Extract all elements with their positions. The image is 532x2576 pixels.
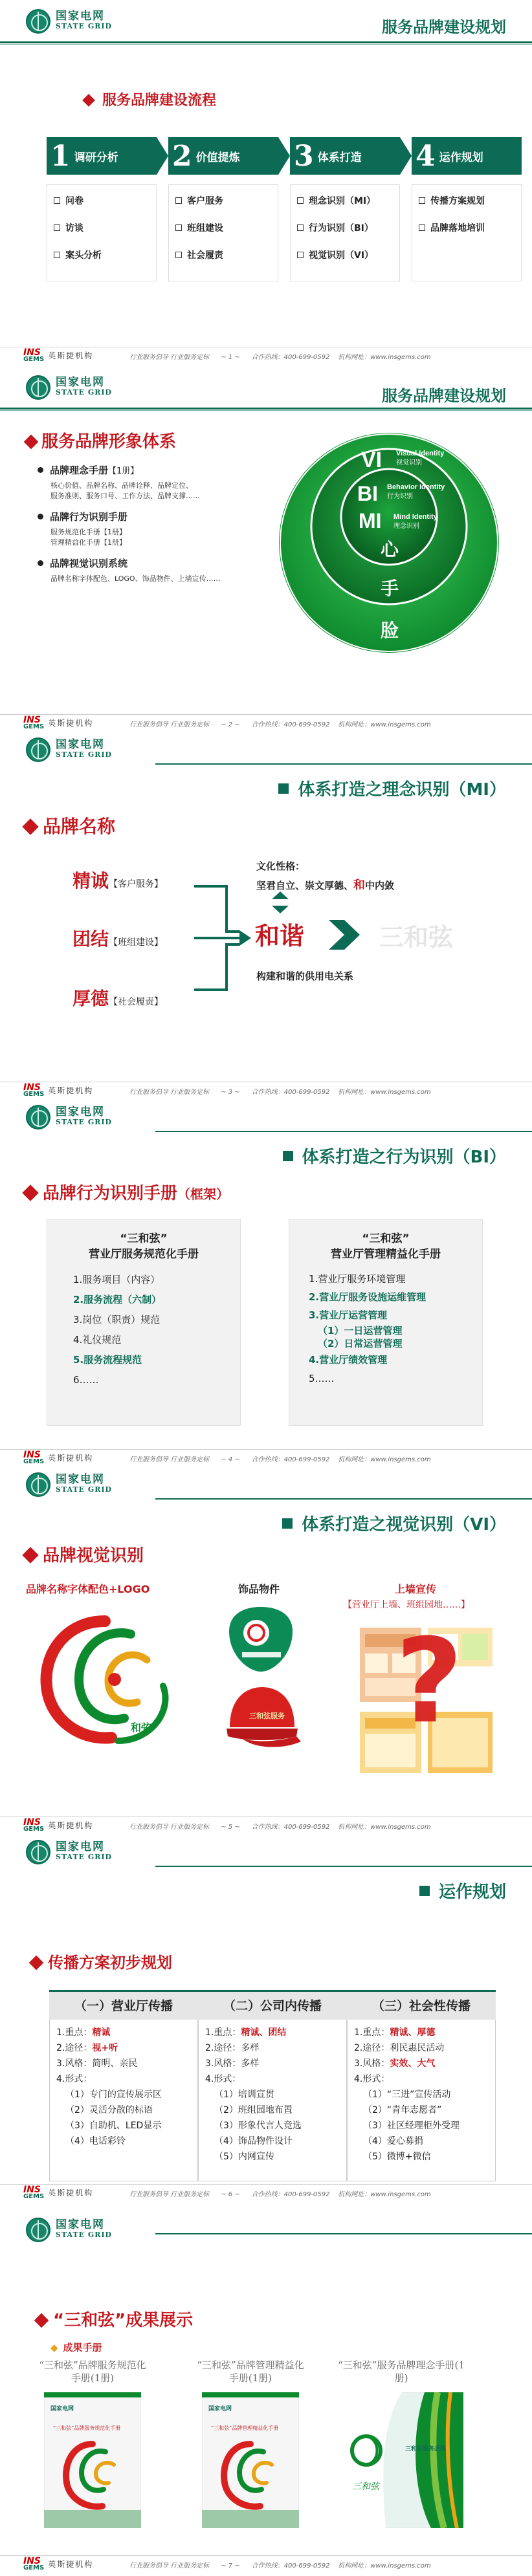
diamond-icon	[22, 1547, 38, 1563]
bullet-group: 品牌理念手册【1册】 核心价值、品牌名称、品牌诠释、品牌定位、 服务准则、服务口号、工作方法、品牌支撑……	[38, 463, 200, 501]
footer-tagline: 行业服务倡导 行业服务定标	[129, 1089, 210, 1096]
bullet-group: 品牌视觉识别系统 品牌名称字体配色、LOGO、饰品物件、上墙宣传……	[38, 556, 221, 584]
svg-text:“三和弦”品牌服务规范化手册: “三和弦”品牌服务规范化手册	[53, 2425, 121, 2431]
brand-en: STATE GRID	[56, 1853, 113, 1861]
svg-text:BI: BI	[357, 482, 378, 505]
svg-text:MI: MI	[359, 509, 382, 532]
list-item: 理念识别（MI）	[297, 194, 393, 207]
ins-logo: INS GEMS	[23, 1817, 45, 1833]
relation-text: 构建和谐的供用电关系	[256, 970, 354, 982]
list-item: （2）日常运营管理	[318, 1338, 403, 1349]
section-title: 品牌视觉识别	[25, 1542, 144, 1566]
diamond-icon	[82, 94, 95, 107]
brand-en: STATE GRID	[56, 2231, 113, 2239]
slide-footer	[0, 1082, 532, 1097]
footer-org: 英斯捷机构	[48, 1454, 94, 1463]
book-item: “三和弦”服务品牌理念手册(1册) 三和弦 三和弦服务品牌	[337, 2359, 466, 2531]
header-title: 运作规划	[419, 1879, 506, 1903]
svg-text:三和弦服务: 三和弦服务	[249, 1712, 285, 1720]
wall-note: 【营业厅上墙、班组园地……】	[343, 1600, 470, 1610]
flow-step: 3 体系打造	[290, 137, 400, 175]
process-flow	[47, 137, 532, 175]
section-title: “三和弦”成果展示	[36, 2307, 193, 2331]
brand-name-item: 团结【班组建设】	[72, 928, 164, 950]
brand-en: STATE GRID	[56, 1485, 113, 1494]
page-number: ~ 6 ~	[221, 2191, 240, 2198]
svg-text:心: 心	[381, 539, 399, 560]
list-item: 4.营业厅绩效管理	[309, 1354, 388, 1366]
list-item: 6……	[73, 1374, 99, 1386]
svg-text:和弦: 和弦	[131, 1721, 152, 1734]
book-item: “三和弦”品牌管理精益化手册(1册) 国家电网 “三和弦”品牌管理精益化手册	[195, 2359, 305, 2531]
globe-icon	[26, 737, 50, 762]
footer-site: 机构网址：www.insgems.com	[338, 1456, 431, 1463]
footer-phone: 合作热线：400-699-0592	[251, 2191, 330, 2198]
brand-en: STATE GRID	[56, 388, 113, 397]
brand-result: 三和弦	[379, 923, 454, 952]
svg-text:“三和弦”品牌管理精益化手册: “三和弦”品牌管理精益化手册	[211, 2425, 279, 2431]
slide-footer	[0, 1817, 532, 1832]
slide-header	[0, 734, 532, 800]
badge-item	[225, 1604, 296, 1675]
list-item: 2.营业厅服务设施运维管理	[309, 1291, 427, 1303]
state-grid-logo	[26, 9, 112, 34]
footer-org: 英斯捷机构	[48, 2560, 94, 2569]
list-item: （1）一日运营管理	[318, 1325, 403, 1337]
list-item: 5.服务流程规范	[73, 1354, 142, 1366]
list-item: 3.岗位（职责）规范	[73, 1314, 161, 1326]
section-title: 服务品牌建设流程	[84, 89, 216, 109]
slide-footer	[0, 347, 532, 362]
brand-cn: 国家电网	[56, 1840, 105, 1853]
square-icon	[419, 1886, 430, 1896]
state-grid-logo	[26, 2218, 112, 2242]
list-item: 行为识别（BI）	[297, 221, 393, 234]
diamond-icon	[34, 2313, 49, 2328]
diamond-icon	[24, 435, 39, 450]
footer-phone: 合作热线：400-699-0592	[251, 721, 330, 728]
globe-icon	[26, 1472, 50, 1497]
plan-column: （一）营业厅传播 1.重点：精诚 2.途径：视+听 3.风格：简明、亲民 4.形式： （1）专门的宣传展示区 （2）灵活分散的标语 （3）自助机、LED显示 （4）电话彩铃	[49, 1990, 198, 2181]
brand-cn: 国家电网	[56, 738, 105, 751]
footer-phone: 合作热线：400-699-0592	[251, 1824, 330, 1831]
list-item: 3.营业厅运营管理	[309, 1309, 388, 1321]
slide-header	[0, 1836, 532, 1902]
svg-text:三和弦服务品牌: 三和弦服务品牌	[405, 2446, 447, 2452]
slide-header	[0, 1468, 532, 1534]
plan-column: （二）公司内传播 1.重点：精诚、团结 2.途径：多样 3.风格：多样 4.形式： （1）培训宣贯 （2）班组园地布置 （3）形象代言人竞选 （4）饰品物件设计 （5）内网宣传	[198, 1990, 347, 2181]
slide-1	[0, 0, 532, 366]
page-number: ~ 1 ~	[221, 354, 240, 361]
svg-text:脸: 脸	[381, 620, 399, 641]
section-title: 传播方案初步规划	[31, 1950, 172, 1972]
book-cover	[44, 2392, 141, 2528]
svg-text:三和弦: 三和弦	[352, 2482, 379, 2492]
state-grid-logo	[26, 375, 112, 400]
svg-text:VI: VI	[361, 448, 382, 472]
footer-org: 英斯捷机构	[48, 351, 94, 360]
arrow-right-icon	[329, 920, 360, 950]
brand-cn: 国家电网	[56, 1473, 105, 1486]
globe-icon	[26, 2218, 50, 2242]
globe-icon	[26, 1840, 50, 1864]
book-cover	[202, 2392, 299, 2528]
cap-item	[220, 1682, 304, 1753]
section-title: 服务品牌形象体系	[26, 428, 176, 452]
page-number: ~ 4 ~	[221, 1456, 240, 1463]
footer-site: 机构网址：www.insgems.com	[338, 721, 431, 728]
slide-header	[0, 0, 532, 40]
list-item: 品牌落地培训	[419, 221, 515, 234]
brand-name-item: 精诚【客户服务】	[72, 870, 164, 891]
double-arrow-icon	[271, 891, 290, 913]
footer-site: 机构网址：www.insgems.com	[338, 1824, 431, 1831]
ins-logo: INS GEMS	[23, 347, 45, 363]
slide-header	[0, 2203, 532, 2243]
section-title: 品牌行为识别手册（框架）	[25, 1180, 229, 1204]
ins-logo: INS GEMS	[23, 1450, 45, 1465]
svg-text:理念识别: 理念识别	[393, 523, 419, 530]
bullet-icon: ◆	[50, 2342, 58, 2353]
ins-logo: INS GEMS	[23, 2185, 45, 2200]
footer-tagline: 行业服务倡导 行业服务定标	[129, 1824, 210, 1831]
slide-6	[0, 1836, 532, 2203]
footer-site: 机构网址：www.insgems.com	[338, 354, 431, 361]
slide-footer	[0, 2184, 532, 2199]
state-grid-logo	[26, 1472, 112, 1497]
page-number: ~ 5 ~	[221, 1824, 240, 1831]
svg-text:手: 手	[381, 578, 399, 599]
list-item: 访谈	[54, 221, 150, 234]
slide-footer	[0, 714, 532, 730]
flow-step: 1 调研分析	[47, 137, 157, 175]
list-item: 案头分析	[54, 248, 150, 261]
svg-text:国家电网: 国家电网	[50, 2406, 74, 2412]
list-item: 1.营业厅服务环境管理	[309, 1273, 406, 1285]
slide-footer	[0, 1449, 532, 1465]
globe-icon	[26, 375, 50, 400]
section-title: 品牌名称	[25, 813, 115, 838]
list-item: 社会履责	[175, 248, 271, 261]
footer-tagline: 行业服务倡导 行业服务定标	[129, 2562, 210, 2570]
svg-text:?: ?	[395, 1615, 463, 1749]
list-item: 问卷	[54, 194, 150, 207]
slide-5	[0, 1468, 532, 1836]
list-item: 5……	[309, 1373, 335, 1384]
brand-en: STATE GRID	[56, 750, 113, 759]
center-concept: 和谐	[255, 922, 305, 950]
culture-text: 坚君自立、崇文厚德、和中内敛	[256, 879, 395, 892]
svg-text:Visual Identity: Visual Identity	[396, 450, 445, 457]
identity-rings	[276, 430, 502, 656]
footer-tagline: 行业服务倡导 行业服务定标	[129, 354, 210, 361]
caption-logo: 品牌名称字体配色+LOGO	[26, 1583, 150, 1595]
diamond-icon	[29, 1956, 44, 1970]
list-item: 客户服务	[175, 194, 271, 207]
book-cover	[340, 2392, 463, 2528]
slide-7	[0, 2203, 532, 2575]
slide-header	[0, 366, 532, 406]
header-title: 体系打造之行为识别（BI）	[283, 1144, 507, 1168]
square-icon	[282, 1518, 293, 1529]
bullet-group: 品牌行为识别手册 服务规范化手册【1册】 管理精益化手册【1册】	[38, 510, 127, 548]
list-item: 2.服务流程（六制）	[73, 1294, 162, 1305]
footer-tagline: 行业服务倡导 行业服务定标	[129, 1456, 210, 1463]
diamond-icon	[22, 1184, 38, 1201]
header-title: 服务品牌建设规划	[382, 387, 506, 405]
brand-cn: 国家电网	[56, 2218, 105, 2231]
footer-tagline: 行业服务倡导 行业服务定标	[129, 721, 210, 728]
footer-phone: 合作热线：400-699-0592	[251, 1089, 330, 1096]
slide-3	[0, 734, 532, 1101]
ins-logo: INS GEMS	[23, 2556, 45, 2571]
svg-text:行为识别: 行为识别	[387, 493, 413, 500]
brand-en: STATE GRID	[56, 22, 113, 30]
culture-label: 文化性格：	[256, 860, 305, 872]
page-number: ~ 2 ~	[221, 721, 240, 728]
footer-org: 英斯捷机构	[48, 719, 94, 728]
header-title: 体系打造之视觉识别（VI）	[282, 1511, 506, 1535]
footer-site: 机构网址：www.insgems.com	[338, 2191, 431, 2198]
square-icon	[278, 783, 289, 794]
footer-tagline: 行业服务倡导 行业服务定标	[129, 2191, 210, 2198]
caption-items: 饰品物件	[238, 1583, 280, 1595]
page-number: ~ 7 ~	[221, 2562, 240, 2570]
brand-cn: 国家电网	[56, 10, 105, 23]
brand-cn: 国家电网	[56, 1106, 105, 1119]
footer-phone: 合作热线：400-699-0592	[251, 2562, 330, 2570]
results-sub: ◆ 成果手册	[50, 2342, 102, 2353]
book-item: “三和弦”品牌服务规范化手册(1册) 国家电网 “三和弦”品牌服务规范化手册	[38, 2359, 148, 2531]
list-item: 班组建设	[175, 221, 271, 234]
flow-step: 2 价值提炼	[168, 137, 278, 175]
state-grid-logo	[26, 1840, 112, 1864]
svg-text:Behavior Identity: Behavior Identity	[387, 483, 445, 491]
svg-text:Mind Identity: Mind Identity	[393, 513, 438, 521]
footer-org: 英斯捷机构	[48, 2189, 94, 2198]
slide-4	[0, 1101, 532, 1468]
list-item: 4.礼仪规范	[73, 1334, 122, 1346]
manual-box: “三和弦” 营业厅服务规范化手册 1.服务项目（内容） 2.服务流程（六制） 3.岗位（职责）规范 4.礼仪规范 5.服务流程规范 6……	[47, 1219, 241, 1426]
footer-site: 机构网址：www.insgems.com	[338, 1089, 431, 1096]
list-item: 1.服务项目（内容）	[73, 1274, 161, 1285]
ins-logo: INS GEMS	[23, 715, 45, 730]
svg-text:国家电网: 国家电网	[208, 2406, 232, 2412]
slide-footer	[0, 2555, 532, 2571]
footer-site: 机构网址：www.insgems.com	[338, 2562, 431, 2570]
state-grid-logo	[26, 737, 112, 762]
caption-wall: 上墙宣传	[395, 1583, 437, 1595]
ins-logo: INS GEMS	[23, 1082, 45, 1098]
flow-step: 4 运作规划	[412, 137, 522, 175]
brand-name-item: 厚德【社会履责】	[72, 988, 164, 1009]
diamond-icon	[22, 818, 38, 835]
manual-box: “三和弦” 营业厅管理精益化手册 1.营业厅服务环境管理 2.营业厅服务设施运维管理 3.营业厅运营管理 （1）一日运营管理 （2）日常运营管理 4.营业厅绩效管理 5……	[289, 1219, 483, 1426]
svg-text:视觉识别: 视觉识别	[396, 459, 422, 466]
footer-phone: 合作热线：400-699-0592	[251, 1456, 330, 1463]
flow-items	[47, 184, 532, 281]
header-title: 体系打造之理念识别（MI）	[278, 776, 506, 800]
footer-phone: 合作热线：400-699-0592	[251, 354, 330, 361]
globe-icon	[26, 1105, 50, 1130]
wall-posters	[360, 1615, 496, 1776]
list-item: 传播方案规划	[419, 194, 515, 207]
square-icon	[283, 1151, 293, 1161]
globe-icon	[26, 9, 50, 34]
brand-en: STATE GRID	[56, 1118, 113, 1126]
brand-cn: 国家电网	[56, 376, 105, 389]
list-item: 视觉识别（VI）	[297, 248, 393, 261]
header-title: 服务品牌建设规划	[382, 18, 506, 36]
slide-header	[0, 1101, 532, 1167]
merge-arrows	[194, 880, 252, 996]
page-number: ~ 3 ~	[221, 1089, 240, 1096]
footer-org: 英斯捷机构	[48, 1821, 94, 1830]
slide-2	[0, 366, 532, 734]
state-grid-logo	[26, 1105, 112, 1130]
plan-column: （三）社会性传播 1.重点：精诚、厚德 2.途径：利民惠民活动 3.风格：实效、大气 4.形式： （1）“三进”宣传活动 （2）“青年志愿者” （3）社区经理柜外受理 （4）爱心募捐 （5）微博+微信	[347, 1990, 496, 2181]
sanhexian-logo	[34, 1608, 176, 1751]
footer-org: 英斯捷机构	[48, 1086, 94, 1095]
